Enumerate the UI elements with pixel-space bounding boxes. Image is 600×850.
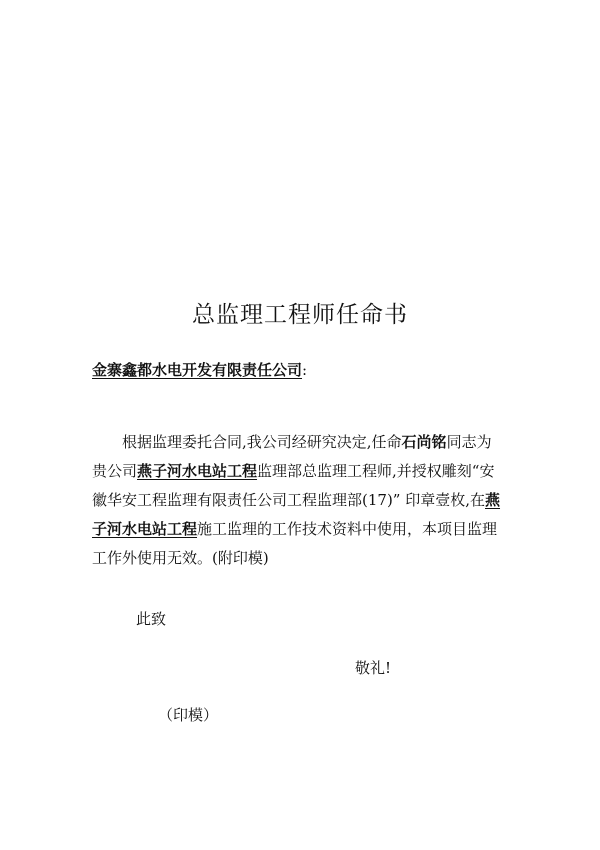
body-line-1 (92, 428, 512, 457)
appointee-name: 石尚铭 (401, 433, 447, 451)
body-text-3a: 徽华安工程监理有限责任公司工程监理部(17)” 印章壹枚,在 (92, 491, 485, 509)
body-text-2a: 贵公司 (92, 462, 138, 480)
project-name-2a: 燕 (485, 491, 501, 509)
body-text-5: 工作外使用无效。(附印模) (92, 549, 269, 567)
body-text-2b: 监理部总监理工程师,并授权雕刻“安 (257, 462, 495, 480)
addressee-colon: : (302, 361, 308, 379)
body-line-4 (92, 515, 512, 544)
addressee-line (92, 360, 307, 380)
seal-impression-note: （印模） (158, 706, 219, 724)
body-line-2 (92, 457, 512, 486)
regards-text: 敬礼! (355, 659, 392, 677)
addressee-company: 金寨鑫都水电开发有限责任公司 (92, 361, 303, 379)
document-title: 总监理工程师任命书 (192, 302, 408, 328)
body-text-4b: 施工监理的工作技术资料中使用，本项目监理 (197, 520, 498, 538)
project-name-1: 燕子河水电站工程 (137, 462, 258, 480)
body-line-3 (92, 486, 512, 515)
appointment-body (92, 428, 512, 573)
body-text-1b: 同志为 (446, 433, 492, 451)
body-text-1a: 根据监理委托合同,我公司经研究决定,任命 (122, 433, 402, 451)
body-line-5 (92, 544, 512, 573)
project-name-2b: 子河水电站工程 (92, 520, 198, 538)
closing-text: 此致 (136, 610, 167, 628)
